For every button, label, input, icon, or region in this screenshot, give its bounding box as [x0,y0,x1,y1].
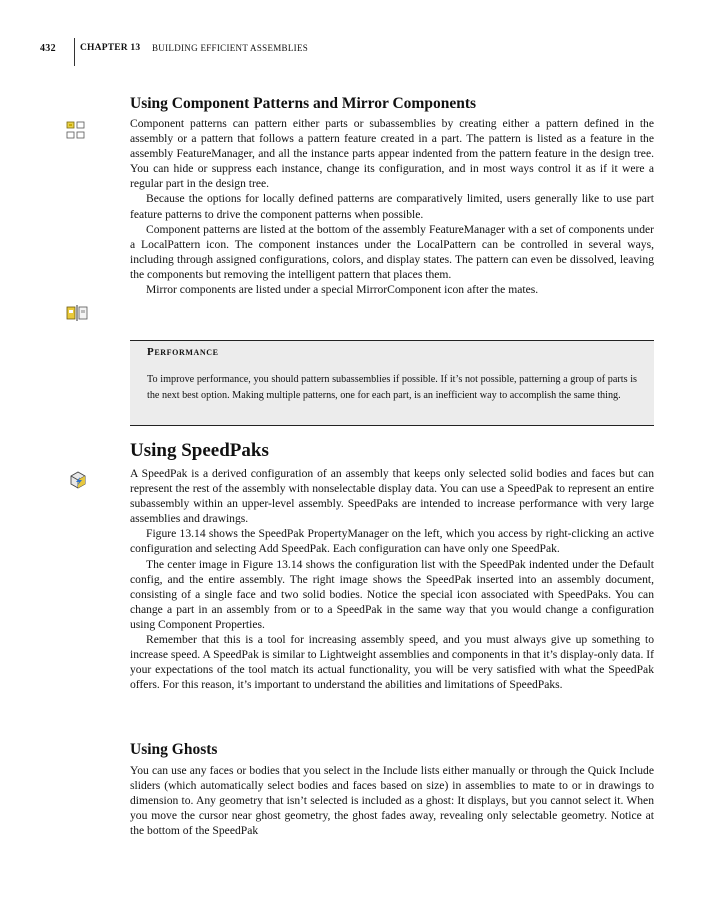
section2-body [130,466,654,692]
section3-body [130,763,654,838]
chapter-label: CHAPTER 13 [80,43,141,53]
section-heading-speedpaks: Using SpeedPaks [130,440,269,461]
running-header [0,38,717,68]
paragraph: Component patterns can pattern either parts or subassemblies by creating either a pattern defined in the assembly or a pattern that follows a pattern feature created in a part. The pattern is listed as a feature in the assembly FeatureManager, and all the instance parts appear indented from the pattern feature in the design tree. You can hide or suppress each instance, change its configuration, and in most ways control it as if it were a regular part in the design tree. [130,117,654,191]
sidebar-text: To improve performance, you should pattern subassemblies if possible. If it’s not possible, patterning a group of parts is the next best option. Making multiple patterns, one for each part, is an inefficient way to accomplish the same thing. [147,374,637,401]
local-pattern-icon [66,120,86,145]
mirror-component-icon [66,304,88,327]
speedpak-icon [68,470,88,495]
paragraph: The center image in Figure 13.14 shows the configuration list with the SpeedPak indented under the Default config, and the entire assembly. The right image shows the SpeedPak inserted into an assembly document, consisting of a single face and two solid bodies. Notice the special icon associated with SpeedPaks. You can change a part in an assembly from or to a SpeedPak in the same way that you would change a configuration using Component Properties. [130,557,654,631]
performance-sidebar [130,340,654,426]
paragraph: Remember that this is a tool for increasing assembly speed, and you must always give up something to increase speed. A SpeedPak is similar to Lightweight assemblies and components in that it’s display-only data. If your expectations of the tool match its actual functionality, you will be very satisfied with what the SpeedPak offers. For this reason, it’s important to understand the abilities and limitations of SpeedPaks. [130,633,654,692]
header-divider [74,38,75,66]
chapter-title: BUILDING EFFICIENT ASSEMBLIES [152,43,309,53]
section-heading-ghosts: Using Ghosts [130,741,218,758]
paragraph: Figure 13.14 shows the SpeedPak PropertyManager on the left, which you access by right-clicking an active configuration and selecting Add SpeedPak. Each configuration can have only one SpeedPak. [130,527,654,556]
section-heading-component-patterns: Using Component Patterns and Mirror Components [130,95,477,112]
sidebar-title: Performance [147,346,219,358]
paragraph: You can use any faces or bodies that you select in the Include lists either manually or through the Quick Include sliders (which automatically select bodies and faces based on size) in assemblies to mate to or in drawings to dimension to. Any geometry that isn’t selected is included as a ghost: It displays, but you cannot select it. When you move the cursor near ghost geometry, the ghost fades away, revealing only selectable geometry. Notice at the bottom of the SpeedPak [130,764,654,838]
section1-body [130,116,654,297]
paragraph: Component patterns are listed at the bottom of the assembly FeatureManager with a set of components under a LocalPattern icon. The component instances under the LocalPattern can be controlled in several ways, including through assigned configurations, colors, and display states. The pattern can even be dissolved, leaving the components but removing the intelligent pattern that places them. [130,222,654,281]
paragraph: A SpeedPak is a derived configuration of an assembly that keeps only selected solid bodies and faces but can represent the rest of the assembly with nonselectable display data. You can use a SpeedPak to represent an entire subassembly within an upper-level assembly. SpeedPaks are intended to increase performance with very large assemblies and drawings. [130,467,654,526]
paragraph: Because the options for locally defined patterns are comparatively limited, users generally like to use part feature patterns to drive the component patterns when possible. [130,192,654,221]
page-number: 432 [40,43,56,54]
paragraph: Mirror components are listed under a special MirrorComponent icon after the mates. [146,283,539,297]
